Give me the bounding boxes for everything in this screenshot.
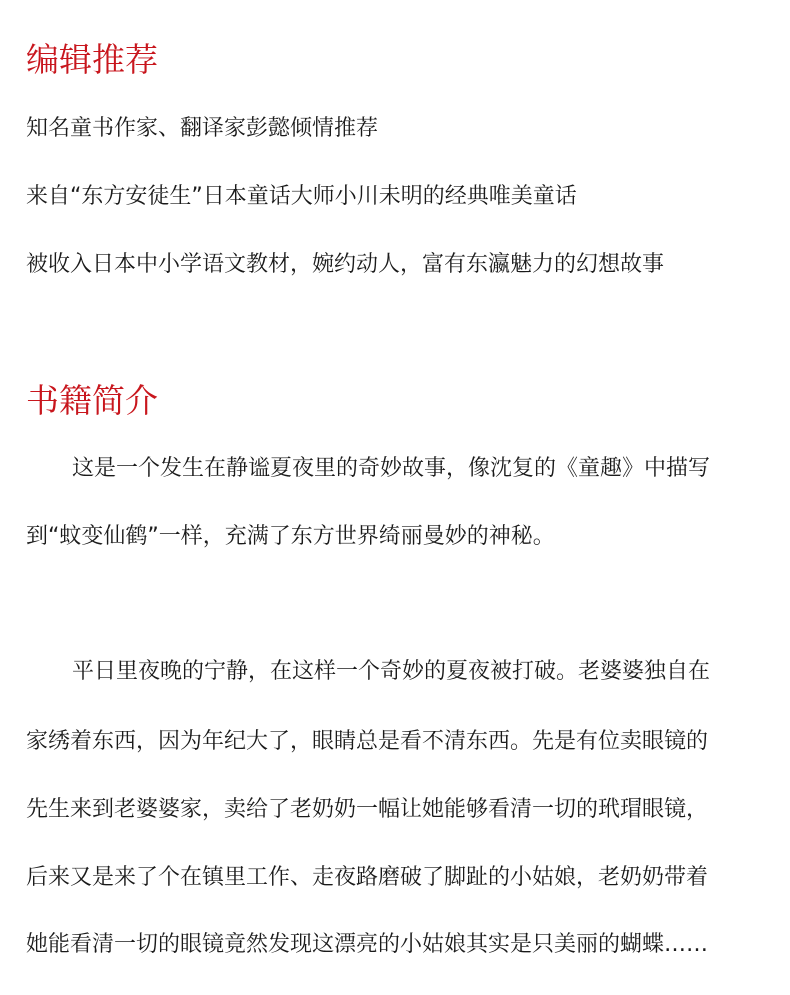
intro-title: 书籍简介 [26,381,158,420]
intro-paragraph2-line: 平日里夜晚的宁静，在这样一个奇妙的夏夜被打破。老婆婆独自在 [72,659,711,684]
intro-paragraph2-line: 她能看清一切的眼镜竟然发现这漂亮的小姑娘其实是只美丽的蝴蝶…… [26,932,709,957]
intro-paragraph1-line: 这是一个发生在静谧夏夜里的奇妙故事，像沈复的《童趣》中描写 [72,456,711,481]
recommend-item: 来自“东方安徒生”日本童话大师小川未明的经典唯美童话 [26,184,577,209]
intro-paragraph2-line: 先生来到老婆婆家，卖给了老奶奶一幅让她能够看清一切的玳瑁眼镜， [26,797,709,822]
intro-paragraph1-line: 到“蚊变仙鹤”一样，充满了东方世界绮丽曼妙的神秘。 [26,524,555,549]
intro-paragraph2-line: 后来又是来了个在镇里工作、走夜路磨破了脚趾的小姑娘，老奶奶带着 [26,865,709,890]
recommend-item: 被收入日本中小学语文教材，婉约动人，富有东瀛魅力的幻想故事 [26,252,665,277]
recommend-item: 知名童书作家、翻译家彭懿倾情推荐 [26,116,379,141]
recommend-title: 编辑推荐 [26,40,158,79]
intro-paragraph2-line: 家绣着东西，因为年纪大了，眼睛总是看不清东西。先是有位卖眼镜的 [26,729,709,754]
